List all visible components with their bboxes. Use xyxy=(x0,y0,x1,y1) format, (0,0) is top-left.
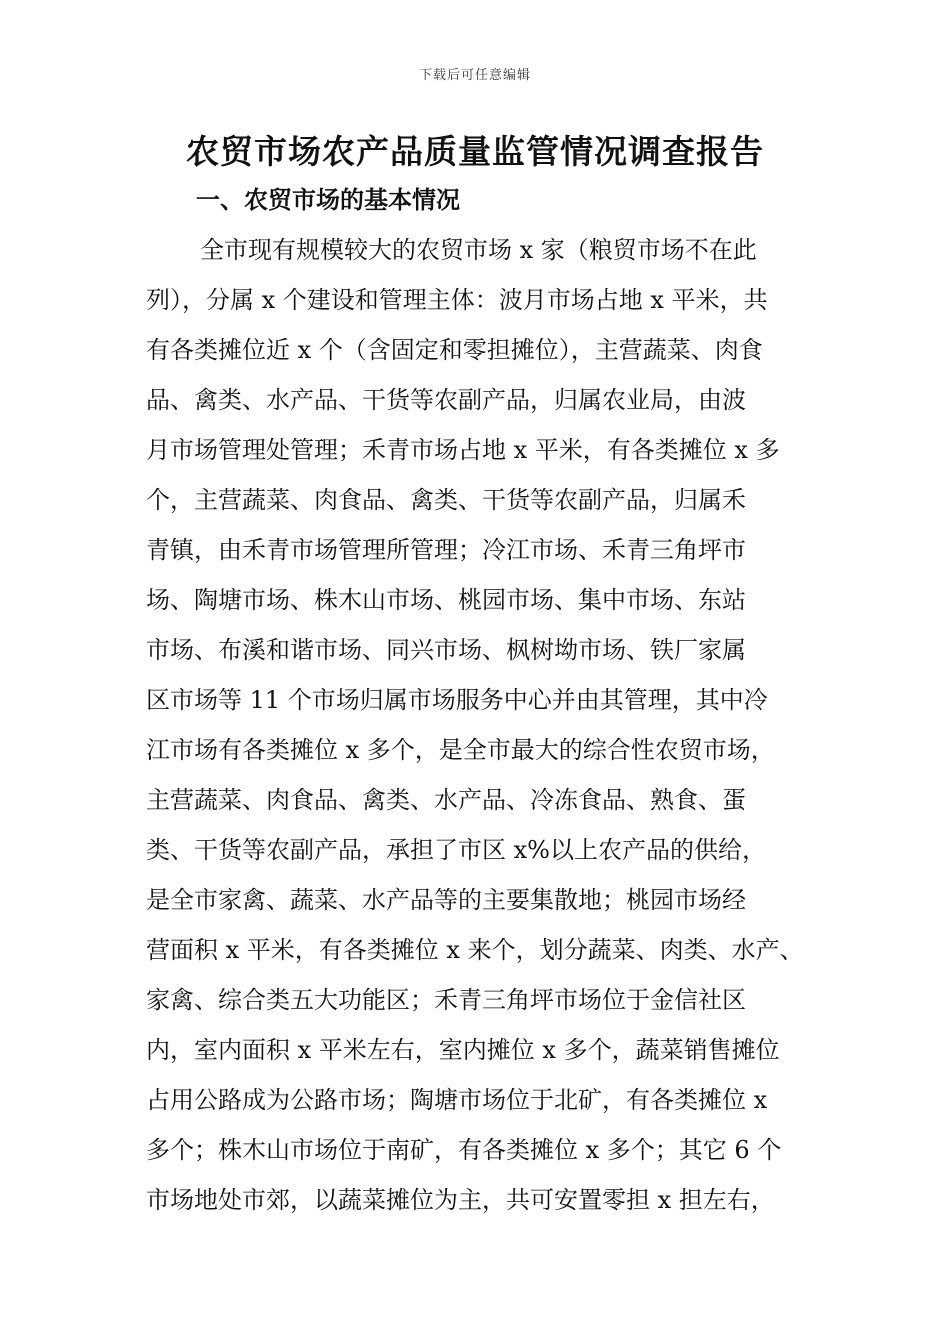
paragraph-line: 家禽、综合类五大功能区；禾青三角坪市场位于金信社区 xyxy=(146,986,746,1014)
paragraph-line: 市场、布溪和谐市场、同兴市场、枫树坳市场、铁厂家属 xyxy=(146,636,746,664)
paragraph-line: 多个；株木山市场位于南矿，有各类摊位 x 多个；其它 6 个 xyxy=(146,1136,782,1164)
paragraph-line: 有各类摊位近 x 个（含固定和零担摊位），主营蔬菜、肉食 xyxy=(146,336,763,364)
paragraph-line: 青镇，由禾青市场管理所管理；冷江市场、禾青三角坪市 xyxy=(146,536,746,564)
paragraph-line: 市场地处市郊，以蔬菜摊位为主，共可安置零担 x 担左右， xyxy=(146,1186,775,1214)
paragraph-line: 场、陶塘市场、株木山市场、桃园市场、集中市场、东站 xyxy=(146,586,746,614)
paragraph-line: 内，室内面积 x 平米左右，室内摊位 x 多个，蔬菜销售摊位 xyxy=(146,1036,780,1064)
paragraph-line: 列），分属 x 个建设和管理主体：波月市场占地 x 平米，共 xyxy=(146,286,768,314)
section-heading: 一、农贸市场的基本情况 xyxy=(196,185,460,214)
paragraph-line: 全市现有规模较大的农贸市场 x 家（粮贸市场不在此 xyxy=(200,236,757,264)
paragraph-line: 占用公路成为公路市场；陶塘市场位于北矿，有各类摊位 x xyxy=(146,1086,768,1114)
paragraph-line: 月市场管理处管理；禾青市场占地 x 平米，有各类摊位 x 多 xyxy=(146,436,780,464)
paragraph-line: 类、干货等农副产品，承担了市区 x%以上农产品的供给， xyxy=(146,836,766,864)
paragraph-line: 品、禽类、水产品、干货等农副产品，归属农业局，由波 xyxy=(146,386,746,414)
document-title: 农贸市场农产品质量监管情况调查报告 xyxy=(186,132,764,171)
paragraph-line: 是全市家禽、蔬菜、水产品等的主要集散地；桃园市场经 xyxy=(146,886,746,914)
paragraph-line: 区市场等 11 个市场归属市场服务中心并由其管理，其中冷 xyxy=(146,686,768,714)
page-header-note: 下载后可任意编辑 xyxy=(418,68,531,83)
paragraph-line: 营面积 x 平米，有各类摊位 x 来个，划分蔬菜、肉类、水产、 xyxy=(146,936,804,964)
paragraph-line: 主营蔬菜、肉食品、禽类、水产品、冷冻食品、熟食、蛋 xyxy=(146,786,746,814)
paragraph-line: 江市场有各类摊位 x 多个，是全市最大的综合性农贸市场， xyxy=(146,736,775,764)
paragraph-line: 个，主营蔬菜、肉食品、禽类、干货等农副产品，归属禾 xyxy=(146,486,746,514)
